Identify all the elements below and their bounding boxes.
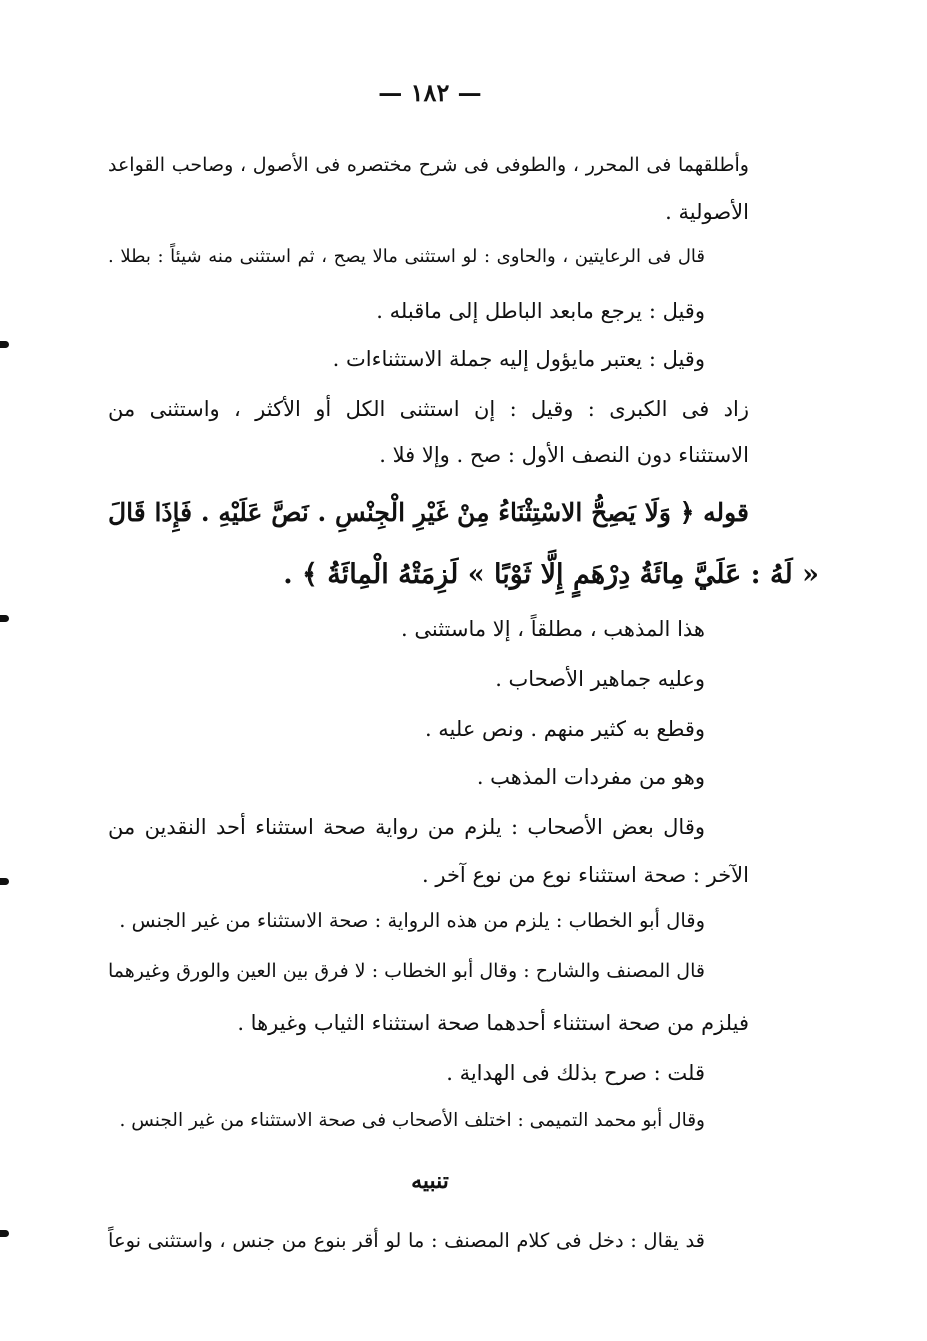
margin-mark (0, 341, 9, 348)
margin-mark (0, 1230, 9, 1237)
text-line: وقال أبو الخطاب : يلزم من هذه الرواية : صحة الاستثناء من غير الجنس . (119, 909, 705, 932)
section-heading: تنبيه (411, 1168, 449, 1194)
text-line: وأطلقهما فى المحرر ، والطوفى فى شرح مختصره فى الأصول ، وصاحب القواعد (108, 154, 749, 176)
text-line: قال فى الرعايتين ، والحاوى : لو استثنى مالا يصح ، ثم استثنى منه شيئاً : بطلا . (108, 246, 706, 267)
text-line: وقال بعض الأصحاب : يلزم من رواية صحة استثناء أحد النقدين من (108, 815, 705, 839)
text-line: قلت : صرح بذلك فى الهداية . (446, 1061, 705, 1085)
text-line: الأصولية . (665, 200, 749, 224)
text-line: وقال أبو محمد التميمى : اختلف الأصحاب فى صحة الاستثناء من غير الجنس . (119, 1110, 705, 1131)
text-line: وقيل : يعتبر مايؤول إليه جملة الاستثناءات . (332, 347, 705, 371)
text-line: قد يقال : دخل فى كلام المصنف : ما لو أقر بنوع من جنس ، واستثنى نوعاً (108, 1229, 705, 1252)
text-line: الآخر : صحة استثناء نوع من نوع آخر . (422, 863, 749, 887)
page-number: — ١٨٢ — (378, 78, 482, 107)
text-line: وعليه جماهير الأصحاب . (495, 667, 705, 691)
text-line: الاستثناء دون النصف الأول : صح . وإلا فلا . (379, 443, 749, 467)
text-line: فيلزم من صحة استثناء أحدهما صحة استثناء الثياب وغيرها . (237, 1011, 749, 1035)
text-line: وهو من مفردات المذهب . (476, 765, 705, 789)
text-line: قال المصنف والشارح : وقال أبو الخطاب : لا فرق بين العين والورق وغيرهما (108, 960, 705, 982)
quoted-text-line: قوله ﴿ وَلَا يَصِحُّ الاسْتِثْنَاءُ مِنْ غَيْرِ الْجِنْسِ . نَصَّ عَلَيْهِ . فَإِذَا قَالَ (108, 498, 749, 527)
margin-mark (0, 878, 9, 885)
text-line: وقيل : يرجع مابعد الباطل إلى ماقبله . (376, 299, 705, 323)
text-line: زاد فى الكبرى : وقيل : إن استثنى الكل أو الأكثر ، واستثنى من (108, 397, 749, 421)
text-line: هذا المذهب ، مطلقاً ، إلا ماستثنى . (401, 617, 705, 641)
margin-mark (0, 615, 9, 622)
text-line: وقطع به كثير منهم . ونص عليه . (424, 717, 705, 741)
quoted-text-line: « لَهُ : عَلَيَّ مِائَةُ دِرْهَمٍ إِلَّا ثَوْبًا » لَزِمَتْهُ الْمِائَةُ ﴾ . (283, 559, 819, 590)
